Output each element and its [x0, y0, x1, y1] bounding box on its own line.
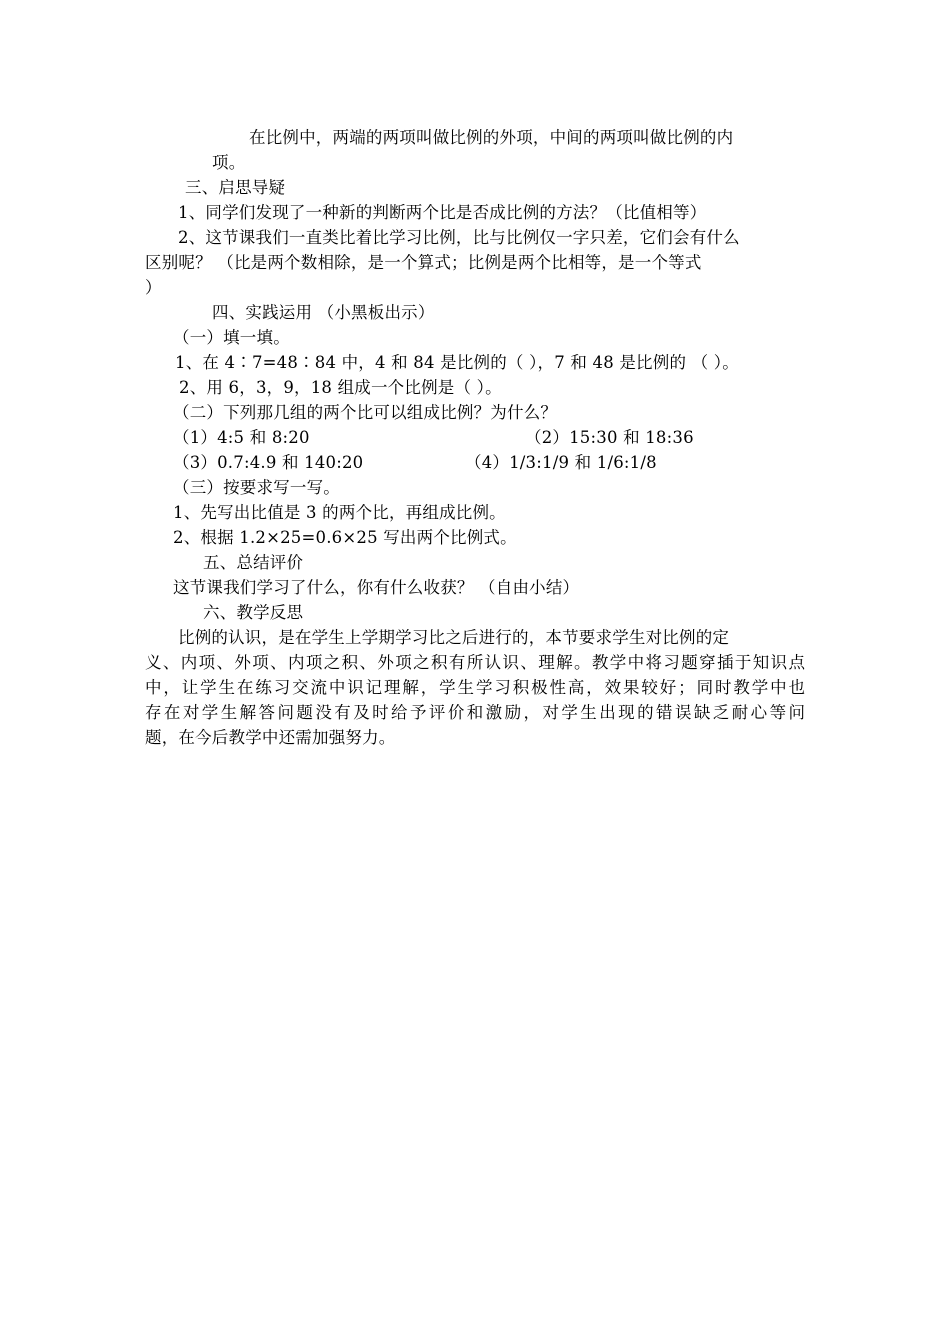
- section-heading-6: 六、教学反思: [203, 603, 304, 622]
- question-2-line-3: ）: [145, 278, 162, 297]
- reflection-line-4: 存在对学生解答问题没有及时给予评价和激励，对学生出现的错误缺乏耐心等问: [145, 703, 805, 722]
- ratio-pair-2: （2）15:30 和 18:36: [525, 428, 694, 447]
- subsection-2: （二）下列那几组的两个比可以组成比例？为什么？: [173, 403, 558, 422]
- write-item-2: 2、根据 1.2×25=0.6×25 写出两个比例式。: [173, 528, 517, 547]
- fill-item-1: 1、在 4∶7=48∶84 中，4 和 84 是比例的（ ），7 和 48 是比例的 （ ）。: [175, 353, 739, 372]
- subsection-3: （三）按要求写一写。: [173, 478, 340, 497]
- ratio-pair-4: （4）1/3:1/9 和 1/6:1/8: [465, 453, 657, 472]
- reflection-line-3: 中，让学生在练习交流中识记理解，学生学习积极性高，效果较好；同时教学中也: [145, 678, 805, 697]
- definition-line-1: 在比例中，两端的两项叫做比例的外项，中间的两项叫做比例的内: [249, 128, 734, 147]
- summary-line: 这节课我们学习了什么，你有什么收获？ （自由小结）: [173, 578, 580, 597]
- question-2-line-2: 区别呢？ （比是两个数相除，是一个算式；比例是两个比相等，是一个等式: [145, 253, 702, 272]
- ratio-pair-1: （1）4:5 和 8:20: [173, 428, 310, 447]
- question-1: 1、同学们发现了一种新的判断两个比是否成比例的方法？（比值相等）: [178, 203, 707, 222]
- definition-line-2: 项。: [212, 153, 246, 172]
- question-2-line-1: 2、这节课我们一直类比着比学习比例，比与比例仅一字只差，它们会有什么: [178, 228, 740, 247]
- section-heading-3: 三、启思导疑: [185, 178, 286, 197]
- section-heading-5: 五、总结评价: [203, 553, 304, 572]
- write-item-1: 1、先写出比值是 3 的两个比，再组成比例。: [173, 503, 506, 522]
- fill-item-2: 2、用 6，3，9，18 组成一个比例是（ ）。: [179, 378, 502, 397]
- section-heading-4: 四、实践运用 （小黑板出示）: [212, 303, 435, 322]
- reflection-line-1: 比例的认识，是在学生上学期学习比之后进行的，本节要求学生对比例的定: [178, 628, 730, 647]
- ratio-pair-3: （3）0.7:4.9 和 140:20: [173, 453, 364, 472]
- subsection-1: （一）填一填。: [173, 328, 290, 347]
- reflection-line-2: 义、内项、外项、内项之积、外项之积有所认识、理解。教学中将习题穿插于知识点: [145, 653, 805, 672]
- reflection-line-5: 题，在今后教学中还需加强努力。: [145, 728, 396, 747]
